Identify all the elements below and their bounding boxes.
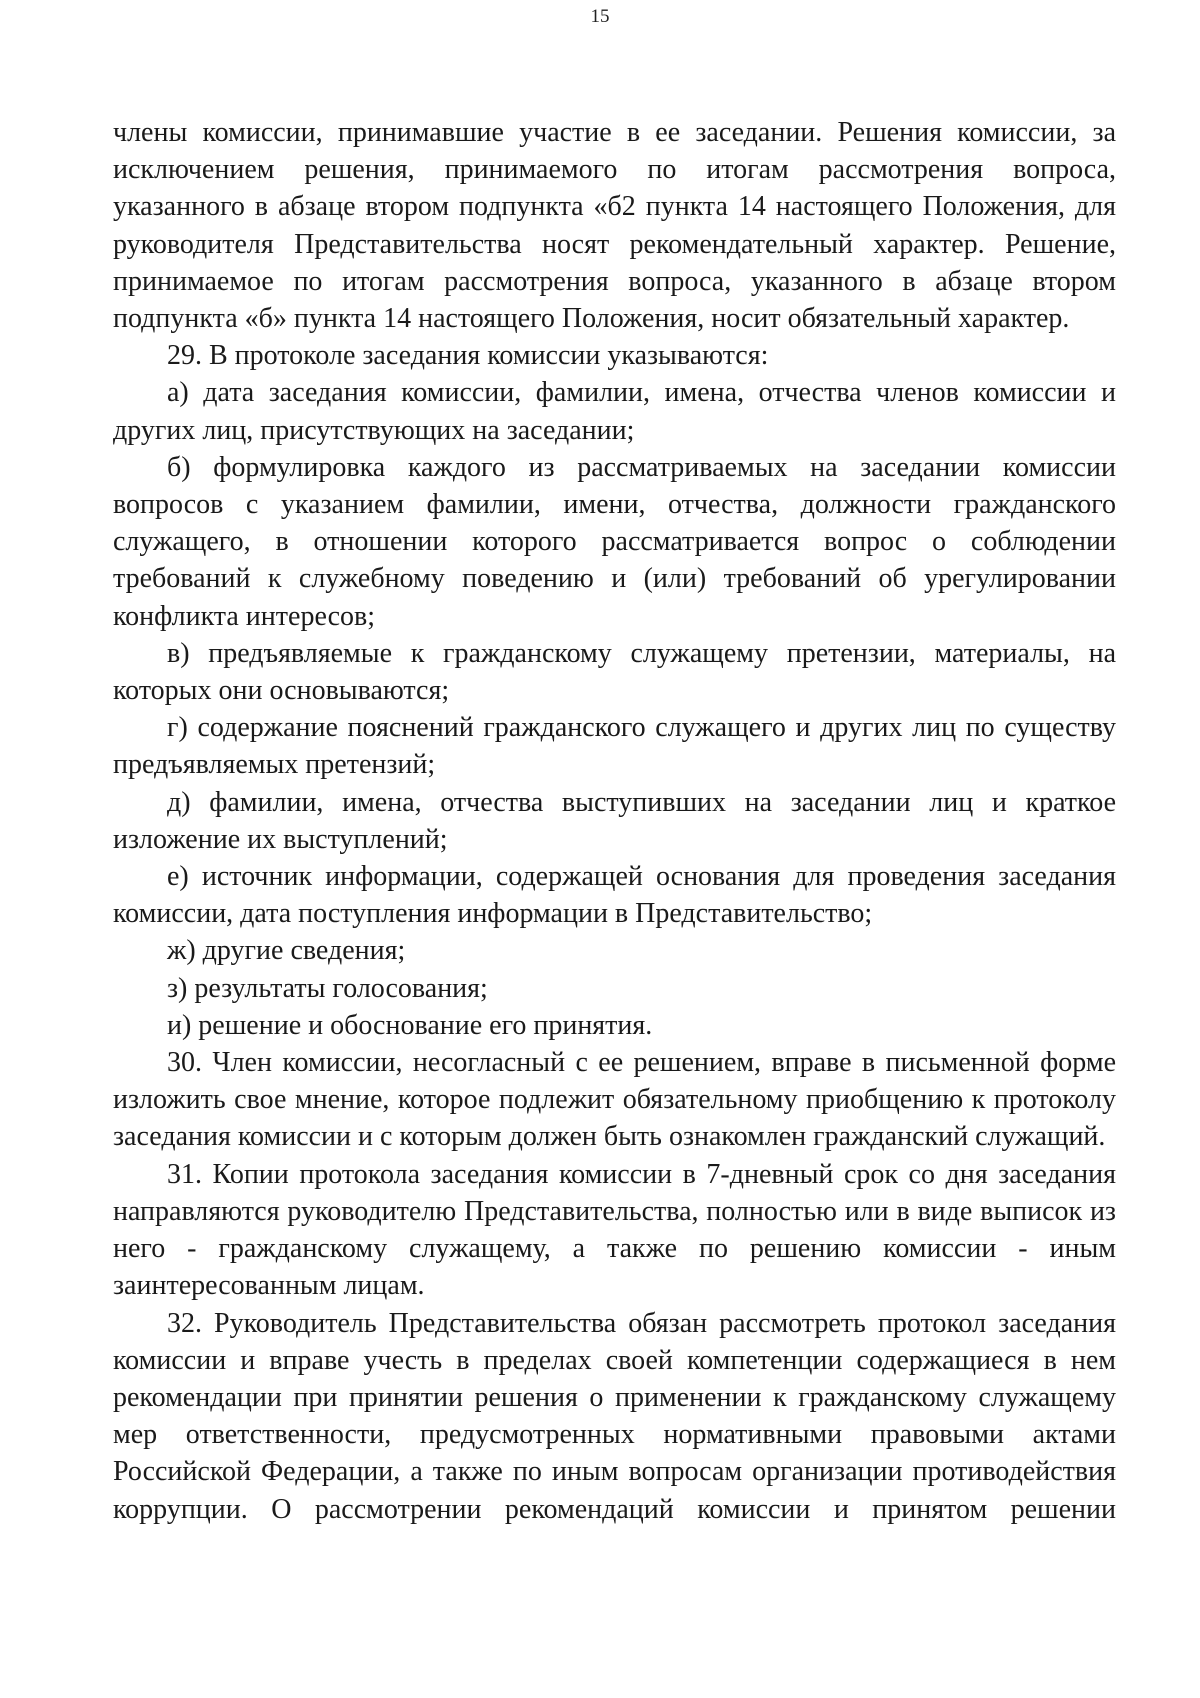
paragraph-29: 29. В протоколе заседания комиссии указываются: [167,340,769,372]
list-item-a: а) дата заседания комиссии, фамилии, имена, отчества членов комиссии и других лиц, присутствующих на заседании; [113,377,1116,446]
list-item-e: е) источник информации, содержащей основания для проведения заседания комиссии, дата поступления информации в Представительство; [113,861,1116,930]
list-item-v: в) предъявляемые к гражданскому служащему претензии, материалы, на которых они основываются; [113,637,1116,707]
page-number: 15 [590,6,610,27]
list-item-z: з) результаты голосования; [167,972,488,1004]
paragraph-continuation: члены комиссии, принимавшие участие в ее заседании. Решения комиссии, за исключением решения, принимаемого по итогам рассмотрения вопроса, указанного в абзаце втором подпункта «б2 пункта 14 настоящего Положения, для руководителя Представительства носят рекомендательный характер. Решение, принимаемое по итогам рассмотрения вопроса, указанного в абзаце втором подпункта «б» пункта 14 настоящего Положения, носит обязательный характер. [113,117,1116,335]
document-body [113,114,1116,1528]
list-item-b: б) формулировка каждого из рассматриваемых на заседании комиссии вопросов с указанием фамилии, имени, отчества, должности гражданского служащего, в отношении которого рассматривается вопрос о соблюдении требований к служебному поведению и (или) требований об урегулировании конфликта интересов; [113,451,1116,632]
paragraph-30: 30. Член комиссии, несогласный с ее решением, вправе в письменной форме изложить свое мнение, которое подлежит обязательному приобщению к протоколу заседания комиссии и с которым должен быть ознакомлен гражданский служащий. [113,1047,1116,1153]
list-item-zh: ж) другие сведения; [167,935,406,967]
paragraph-31: 31. Копии протокола заседания комиссии в 7-дневный срок со дня заседания направляются руководителю Представительства, полностью или в виде выписок из него - гражданскому служащему, а также по решению комиссии - иным заинтересованным лицам. [113,1158,1116,1302]
list-item-g: г) содержание пояснений гражданского служащего и других лиц по существу предъявляемых претензий; [113,712,1116,781]
paragraph-32: 32. Руководитель Представительства обязан рассмотреть протокол заседания комиссии и вправе учесть в пределах своей компетенции содержащиеся в нем рекомендации при принятии решения о применении к гражданскому служащему мер ответственности, предусмотренных нормативными правовыми актами Российской Федерации, а также по иным вопросам организации противодействия коррупции. О рассмотрении рекомендаций комиссии и принятом решении [113,1307,1116,1525]
list-item-i: и) решение и обоснование его принятия. [167,1009,653,1041]
list-item-d: д) фамилии, имена, отчества выступивших на заседании лиц и краткое изложение их выступлений; [113,786,1116,855]
